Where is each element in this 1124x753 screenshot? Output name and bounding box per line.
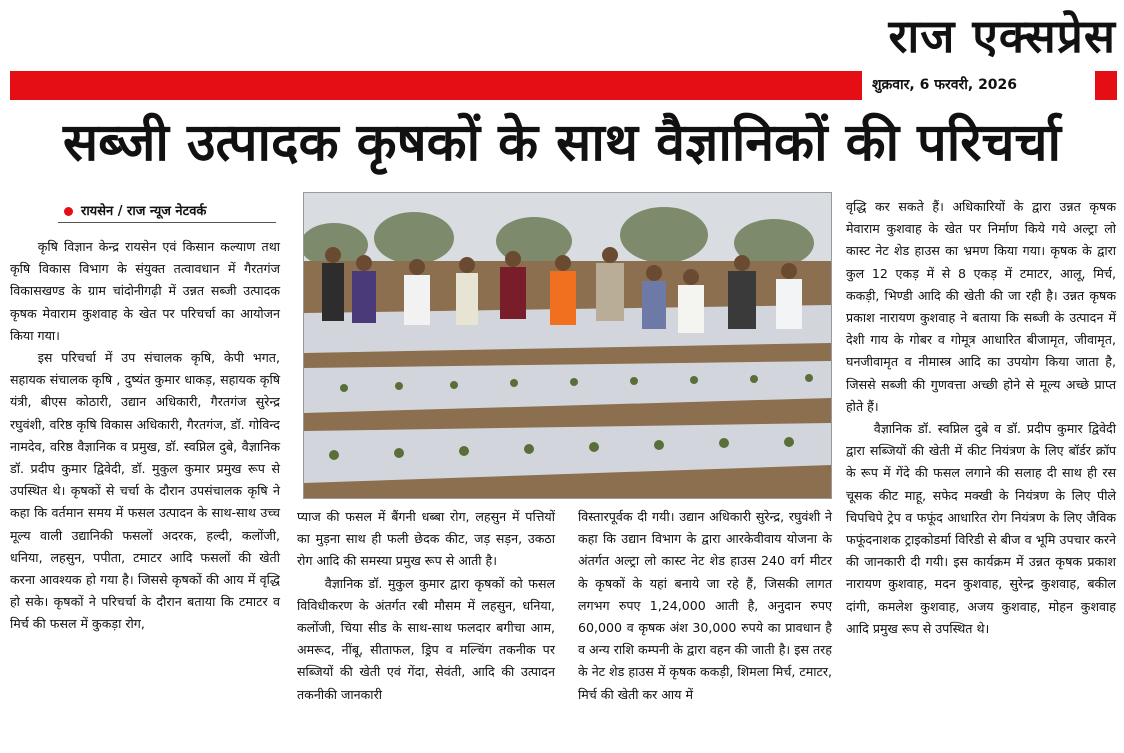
byline	[64, 201, 206, 219]
article-column-3	[578, 506, 832, 706]
paragraph: विस्तारपूर्वक दी गयी। उद्यान अधिकारी सुरेन्द्र, रघुवंशी ने कहा कि उद्यान विभाग के द्वारा आरकेवीवाय योजना के अंतर्गत अल्ट्रा लो कास्ट नेट शेड हाउस 240 वर्ग मीटर के कृषकों के यहां बनाये जा रहे हैं, जिसकी लागत लगभग रुपए 1,24,000 आती है, अनुदान रुपए 60,000 व कृषक अंश 30,000 रुपये का प्रावधान है व अन्य राशि कम्पनी के द्वारा वहन की जाती है। इस तरह के नेट शेड हाउस में कृषक ककड़ी, शिमला मिर्च, टमाटर, मिर्च की खेती कर आय में	[578, 509, 832, 702]
byline-dot-icon	[64, 207, 73, 216]
paragraph: इस परिचर्चा में उप संचालक कृषि, केपी भगत, सहायक संचालक कृषि , दुष्यंत कुमार धाकड़, सहायक कृषि यंत्री, बीएस कोठारी, उद्यान अधिकारी, गैरतगंज सुरेन्द्र रघुवंशी, वरिष्ठ कृषि विकास अधिकारी, गैरतगंज, डॉ. गोविन्द नामदेव, वरिष्ठ वैज्ञानिक व प्रमुख, डॉ. स्वप्निल दुबे, वैज्ञानिक डॉ. प्रदीप कुमार द्विवेदी, डॉ. मुकुल कुमार प्रमुख रूप से उपस्थित थे। कृषकों से चर्चा के दौरान उपसंचालक कृषि ने कहा कि वर्तमान समय में फसल उत्पादन के साथ-साथ उच्च मूल्य वाली उद्यानिकी फसलों अदरक, हल्दी, कलोंजी, धनिया, लहसुन, पपीता, टमाटर आदि फसलों की खेती करना आवश्यक हो गया है। जिससे कृषकों की आय में वृद्धि हो सके। कृषकों ने परिचर्चा के दौरान बताया कि टमाटर व मिर्च की फसल में कुकड़ा रोग,	[10, 350, 280, 632]
masthead-date: शुक्रवार, 6 फरवरी, 2026	[872, 77, 1018, 93]
masthead-title: राज एक्सप्रेस	[888, 9, 1116, 63]
group-photo-farm-field-icon	[304, 193, 831, 498]
article-column-2	[297, 506, 555, 706]
paragraph: वृद्धि कर सकते हैं। अधिकारियों के द्वारा उन्नत कृषक मेवाराम कुशवाह के खेत पर निर्माण किये गये अल्ट्रा लो कास्ट नेट शेड हाउस का भ्रमण किया गया। कृषक के द्वारा कुल 12 एकड़ में से 8 एकड़ में टमाटर, आलू, मिर्च, ककड़ी, भिण्डी आदि की खेती की जा रही है। उन्नत कृषक प्रकाश नारायण कुशवाह ने बताया कि सब्जी के उत्पादन में देशी गाय के गोबर व गोमूत्र आधारित बीजामृत, जीवामृत, घनजीवामृत व नीमास्त्र आदि का उपयोग किया जाता है, जिससे सब्जी की गुणवत्ता अच्छी होने से मूल्य अच्छे प्राप्त होते हैं।	[846, 199, 1116, 414]
paragraph: प्याज की फसल में बैंगनी धब्बा रोग, लहसुन में पत्तियों का मुड़ना साथ ही फली छेदक कीट, जड़ सड़न, उकठा रोग आदि की समस्या प्रमुख रूप से आती है।	[297, 509, 555, 569]
article-column-1	[10, 236, 280, 636]
masthead-red-bar-end	[1095, 71, 1117, 100]
byline-text: रायसेन / राज न्यूज नेटवर्क	[81, 204, 207, 219]
byline-rule	[58, 222, 276, 223]
news-photo	[303, 192, 832, 499]
paragraph: वैज्ञानिक डॉ. स्वप्निल दुबे व डॉ. प्रदीप कुमार द्विवेदी द्वारा सब्जियों की खेती में कीट नियंत्रण के लिए बॉर्डर क्रॉप के रूप में गेंदे की फसल लगाने की सलाह दी साथ ही रस चूसक कीट माहू, सफेद मक्खी के नियंत्रण के लिए पीले चिपचिपे ट्रेप व फफूंद आधारित रोग नियंत्रण के लिए जैविक फफूंदनाशक ट्राइकोडर्मा विरिडी से बीज व भूमि उपचार करने की जानकारी दी गयी। इस कार्यक्रम में उन्नत कृषक प्रकाश नारायण कुशवाह, मदन कुशवाह, सुरेन्द्र कुशवाह, बकील दांगी, कमलेश कुशवाह, अजय कुशवाह, मोहन कुशवाह आदि प्रमुख रूप से उपस्थित थे।	[846, 421, 1116, 636]
masthead-red-bar	[10, 71, 862, 100]
headline: सब्जी उत्पादक कृषकों के साथ वैज्ञानिकों की परिचर्चा	[63, 113, 1061, 173]
paragraph: कृषि विज्ञान केन्द्र रायसेन एवं किसान कल्याण तथा कृषि विकास विभाग के संयुक्त तत्वावधान में गैरतगंज विकासखण्ड के ग्राम चांदोनीगढ़ी में उन्नत सब्जी उत्पादक कृषक मेवाराम कुशवाह के खेत पर परिचर्चा का आयोजन किया गया।	[10, 239, 280, 343]
article-column-4	[846, 196, 1116, 640]
paragraph: वैज्ञानिक डॉ. मुकुल कुमार द्वारा कृषकों को फसल विविधीकरण के अंतर्गत रबी मौसम में लहसुन, धनिया, कलोंजी, चिया सीड के साथ-साथ फलदार बगीचा आम, अमरूद, नींबू, सीताफल, ड्रिप व मल्चिंग तकनीक पर सब्जियों की खेती एवं गेंदा, सेवंती, आदि की उत्पादन तकनीकी जानकारी	[297, 575, 555, 702]
